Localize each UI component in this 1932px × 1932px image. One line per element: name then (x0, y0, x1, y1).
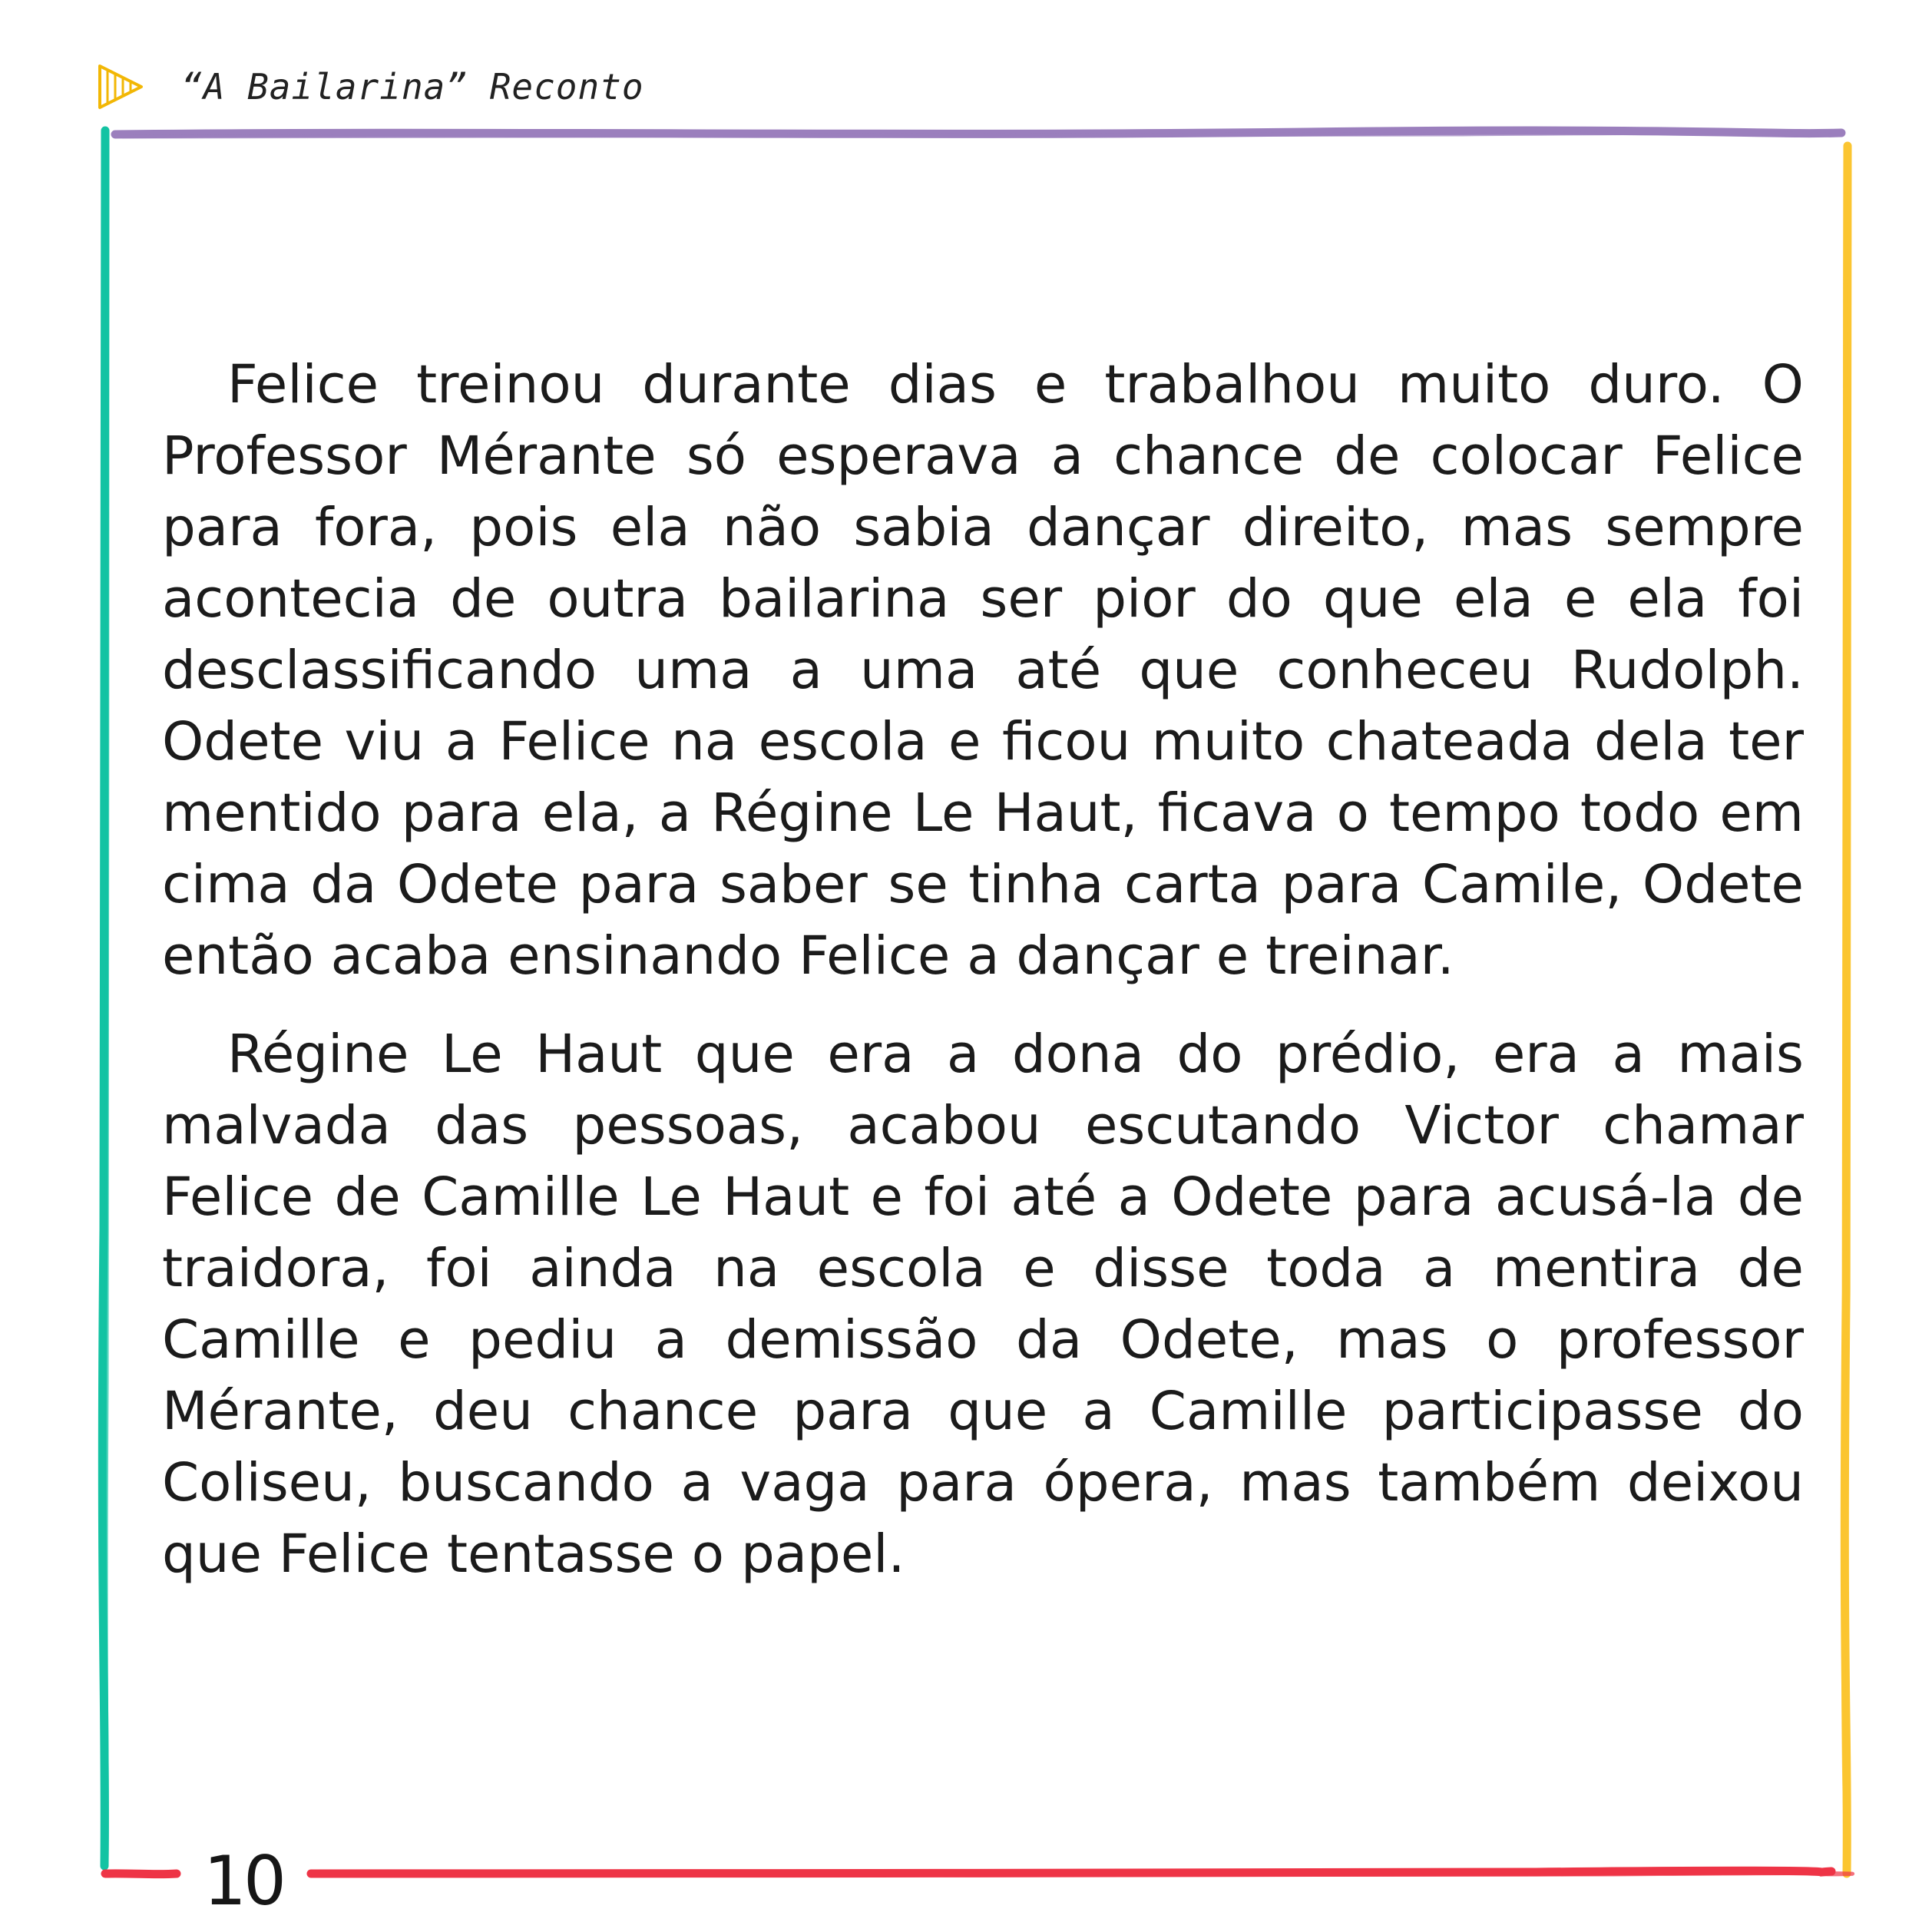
page-number: 10 (203, 1841, 283, 1920)
page-header (94, 60, 644, 114)
story-text (162, 349, 1804, 1617)
play-triangle-icon (94, 60, 147, 114)
document-title: “A Bailarina” Reconto (181, 66, 644, 108)
frame-bottom-border-texture (323, 1874, 1853, 1876)
paragraph-1: Felice treinou durante dias e trabalhou muito duro. O Professor Mérante só esperava a chance de colocar Felice para fora, pois ela não sabia dançar direito, mas sempre acontecia de outra bailarina ser pior do que ela e ela foi desclassificando uma a uma até que conheceu Rudolph. Odete viu a Felice na escola e ficou muito chateada dela ter mentido para ela, a Régine Le Haut, ficava o tempo todo em cima da Odete para saber se tinha carta para Camile, Odete então acaba ensinando Felice a dançar e treinar. (162, 354, 1804, 987)
frame-left-border-texture (106, 146, 108, 1858)
paragraph-2: Régine Le Haut que era a dona do prédio, era a mais malvada das pessoas, acabou escutando Victor chamar Felice de Camille Le Haut e foi até a Odete para acusá-la de traidora, foi ainda na escola e disse toda a mentira de Camille e pediu a demissão da Odete, mas o professor Mérante, deu chance para que a Camille participasse do Coliseu, buscando a vaga para ópera, mas também deixou que Felice tentasse o papel. (162, 1024, 1804, 1585)
frame-right-border-texture (1844, 161, 1846, 1866)
